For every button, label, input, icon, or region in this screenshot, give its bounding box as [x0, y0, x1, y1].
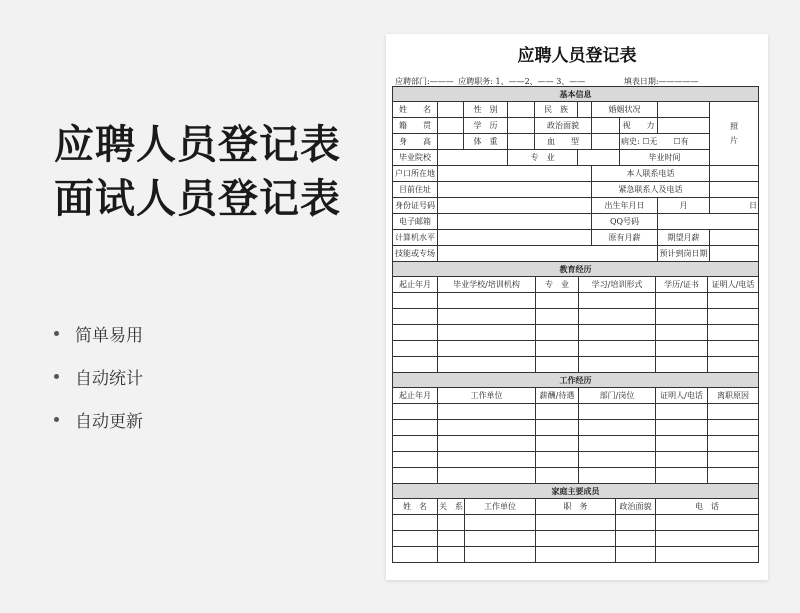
table-cell[interactable]: [536, 531, 616, 547]
col-header: 电 话: [656, 499, 759, 515]
table-cell[interactable]: [438, 341, 536, 357]
table-cell[interactable]: [656, 531, 759, 547]
table-cell[interactable]: [393, 547, 438, 563]
table-cell[interactable]: [393, 515, 438, 531]
table-cell[interactable]: [616, 515, 656, 531]
col-header: 职 务: [536, 499, 616, 515]
table-cell[interactable]: [536, 436, 579, 452]
table-cell[interactable]: [393, 325, 438, 341]
field-qq[interactable]: [658, 214, 759, 230]
table-cell[interactable]: [708, 404, 759, 420]
field-expected-salary[interactable]: [710, 230, 759, 246]
field-eyesight[interactable]: [658, 118, 710, 134]
section-basic: 基本信息: [393, 87, 759, 102]
table-cell[interactable]: [393, 420, 438, 436]
field-height[interactable]: [438, 134, 464, 150]
table-cell[interactable]: [438, 468, 536, 484]
table-cell[interactable]: [536, 452, 579, 468]
table-cell[interactable]: [708, 436, 759, 452]
table-cell[interactable]: [536, 293, 579, 309]
table-cell[interactable]: [393, 357, 438, 373]
table-cell[interactable]: [393, 436, 438, 452]
table-cell[interactable]: [465, 547, 536, 563]
label-school: 毕业院校: [393, 150, 438, 166]
feature-item: [54, 355, 143, 398]
table-cell[interactable]: [438, 325, 536, 341]
table-cell[interactable]: [708, 420, 759, 436]
label-contact: 本人联系电话: [592, 166, 710, 182]
field-birth-month[interactable]: 月: [658, 198, 710, 214]
col-header: 专 业: [536, 277, 579, 293]
label-blood: 血 型: [535, 134, 592, 150]
table-cell[interactable]: [438, 293, 536, 309]
family-table: [392, 483, 759, 563]
promo-title: [54, 118, 341, 226]
table-cell[interactable]: [579, 420, 656, 436]
table-cell[interactable]: [616, 547, 656, 563]
education-row: [393, 293, 759, 309]
work-table: [392, 372, 759, 484]
family-row: [393, 547, 759, 563]
col-header: 起止年月: [393, 277, 438, 293]
col-header: 毕业学校/培训机构: [438, 277, 536, 293]
table-cell[interactable]: [708, 468, 759, 484]
table-cell[interactable]: [656, 468, 708, 484]
table-cell[interactable]: [708, 341, 759, 357]
field-id-no[interactable]: [438, 198, 592, 214]
table-cell[interactable]: [656, 515, 759, 531]
table-cell[interactable]: [579, 341, 656, 357]
table-cell[interactable]: [656, 452, 708, 468]
label-qq: QQ号码: [592, 214, 658, 230]
col-header: 证明人/电话: [656, 388, 708, 404]
field-education[interactable]: [508, 118, 535, 134]
promo-title-line1: 应聘人员登记表: [54, 122, 341, 168]
label-eyesight: 视 力: [620, 118, 658, 134]
education-rows: [393, 293, 759, 373]
work-row: [393, 452, 759, 468]
label-name: 姓 名: [393, 102, 438, 118]
label-education: 学 历: [464, 118, 508, 134]
feature-label: 自动更新: [75, 412, 143, 432]
label-emergency: 紧急联系人及电话: [592, 182, 710, 198]
col-header: 离职原因: [708, 388, 759, 404]
field-school[interactable]: [438, 150, 508, 166]
table-cell[interactable]: [465, 515, 536, 531]
photo-label: 照 片: [730, 121, 738, 145]
bullet-icon: [54, 417, 59, 422]
table-cell[interactable]: [393, 468, 438, 484]
table-cell[interactable]: [579, 452, 656, 468]
table-cell[interactable]: [656, 341, 708, 357]
work-rows: [393, 404, 759, 484]
table-cell[interactable]: [438, 452, 536, 468]
work-row: [393, 420, 759, 436]
work-row: [393, 436, 759, 452]
table-cell[interactable]: [465, 531, 536, 547]
bullet-icon: [54, 331, 59, 336]
label-major: 专 业: [508, 150, 578, 166]
feature-item: [54, 312, 143, 355]
feature-item: [54, 398, 143, 441]
col-header: 学习/培训形式: [579, 277, 656, 293]
label-computer: 计算机水平: [393, 230, 438, 246]
field-address[interactable]: [438, 182, 592, 198]
label-start-date: 预计到岗日期: [658, 246, 710, 262]
work-row: [393, 468, 759, 484]
label-address: 目前住址: [393, 182, 438, 198]
table-cell[interactable]: [708, 357, 759, 373]
table-cell[interactable]: [438, 420, 536, 436]
table-cell[interactable]: [708, 293, 759, 309]
promo-title-line2: 面试人员登记表: [54, 176, 341, 222]
table-cell[interactable]: [393, 293, 438, 309]
table-cell[interactable]: [393, 531, 438, 547]
label-political: 政治面貌: [535, 118, 592, 134]
table-cell[interactable]: [656, 309, 708, 325]
table-cell[interactable]: [708, 452, 759, 468]
table-cell[interactable]: [708, 309, 759, 325]
label-skills: 技能或专场: [393, 246, 438, 262]
section-work: 工作经历: [393, 373, 759, 388]
education-row: [393, 341, 759, 357]
field-skills[interactable]: [438, 246, 658, 262]
label-grad-time: 毕业时间: [620, 150, 710, 166]
field-birth-day[interactable]: 日: [710, 198, 759, 214]
form-table: [392, 86, 758, 563]
meta-dept: 应聘部门:———: [395, 77, 454, 86]
label-height: 身 高: [393, 134, 438, 150]
feature-list: [54, 312, 143, 441]
table-cell[interactable]: [438, 436, 536, 452]
table-cell[interactable]: [656, 547, 759, 563]
field-computer[interactable]: [438, 230, 592, 246]
col-header: 学历/证书: [656, 277, 708, 293]
education-row: [393, 357, 759, 373]
label-hukou: 户口所在地: [393, 166, 438, 182]
table-cell[interactable]: [438, 357, 536, 373]
meta-position: 应聘职务: 1、——2、—— 3、——: [458, 77, 586, 86]
form-title: 应聘人员登记表: [517, 46, 637, 66]
field-weight[interactable]: [508, 134, 535, 150]
table-cell[interactable]: [579, 468, 656, 484]
feature-label: 自动统计: [75, 369, 143, 389]
section-family: 家庭主要成员: [393, 484, 759, 499]
field-marital[interactable]: [658, 102, 710, 118]
field-emergency[interactable]: [710, 182, 759, 198]
table-cell[interactable]: [579, 404, 656, 420]
table-cell[interactable]: [536, 325, 579, 341]
table-cell[interactable]: [438, 531, 465, 547]
medical-history-checkbox[interactable]: 病史: ☐无 ☐有: [620, 134, 710, 150]
table-cell[interactable]: [536, 420, 579, 436]
table-cell[interactable]: [438, 404, 536, 420]
col-header: 姓 名: [393, 499, 438, 515]
table-cell[interactable]: [536, 341, 579, 357]
table-cell[interactable]: [656, 404, 708, 420]
col-header: 政治面貌: [616, 499, 656, 515]
table-cell[interactable]: [579, 293, 656, 309]
col-header: 工作单位: [438, 388, 536, 404]
field-political[interactable]: [592, 118, 620, 134]
table-cell[interactable]: [536, 309, 579, 325]
field-native[interactable]: [438, 118, 464, 134]
table-cell[interactable]: [656, 357, 708, 373]
field-hukou[interactable]: [438, 166, 592, 182]
photo-box[interactable]: [710, 102, 759, 166]
table-cell[interactable]: [616, 531, 656, 547]
table-cell[interactable]: [579, 357, 656, 373]
bullet-icon: [54, 374, 59, 379]
education-row: [393, 325, 759, 341]
field-contact[interactable]: [710, 166, 759, 182]
table-cell[interactable]: [579, 325, 656, 341]
work-row: [393, 404, 759, 420]
label-marital: 婚姻状况: [592, 102, 658, 118]
col-header: 关 系: [438, 499, 465, 515]
table-cell[interactable]: [656, 436, 708, 452]
label-current-salary: 原有月薪: [592, 230, 658, 246]
table-cell[interactable]: [708, 325, 759, 341]
label-gender: 性 别: [464, 102, 508, 118]
field-name[interactable]: [438, 102, 464, 118]
label-expected-salary: 期望月薪: [658, 230, 710, 246]
table-cell[interactable]: [393, 404, 438, 420]
table-cell[interactable]: [536, 357, 579, 373]
table-cell[interactable]: [579, 309, 656, 325]
table-cell[interactable]: [656, 420, 708, 436]
form-sheet: [386, 34, 768, 580]
feature-label: 简单易用: [75, 326, 143, 346]
family-rows: [393, 515, 759, 563]
label-weight: 体 重: [464, 134, 508, 150]
field-gender[interactable]: [508, 102, 535, 118]
col-header: 工作单位: [465, 499, 536, 515]
table-cell[interactable]: [536, 404, 579, 420]
field-email[interactable]: [438, 214, 592, 230]
family-row: [393, 531, 759, 547]
label-id-no: 身份证号码: [393, 198, 438, 214]
table-cell[interactable]: [438, 309, 536, 325]
label-native: 籍 贯: [393, 118, 438, 134]
col-header: 薪酬/待遇: [536, 388, 579, 404]
table-cell[interactable]: [393, 309, 438, 325]
field-major[interactable]: [578, 150, 620, 166]
label-ethnicity: 民 族: [535, 102, 578, 118]
section-education: 教育经历: [393, 262, 759, 277]
field-start-date[interactable]: [710, 246, 759, 262]
table-cell[interactable]: [536, 515, 616, 531]
table-cell[interactable]: [656, 325, 708, 341]
label-birth: 出生年月日: [592, 198, 658, 214]
table-cell[interactable]: [579, 436, 656, 452]
col-header: 部门/岗位: [579, 388, 656, 404]
field-blood[interactable]: [592, 134, 620, 150]
table-cell[interactable]: [536, 468, 579, 484]
education-row: [393, 309, 759, 325]
field-ethnicity[interactable]: [578, 102, 592, 118]
label-email: 电子邮箱: [393, 214, 438, 230]
table-cell[interactable]: [438, 515, 465, 531]
meta-fill-date: 填表日期:—————: [623, 77, 699, 86]
table-cell[interactable]: [656, 293, 708, 309]
table-cell[interactable]: [393, 452, 438, 468]
table-cell[interactable]: [438, 547, 465, 563]
col-header: 起止年月: [393, 388, 438, 404]
table-cell[interactable]: [393, 341, 438, 357]
education-table: [392, 261, 759, 373]
col-header: 证明人/电话: [708, 277, 759, 293]
family-row: [393, 515, 759, 531]
table-cell[interactable]: [536, 547, 616, 563]
